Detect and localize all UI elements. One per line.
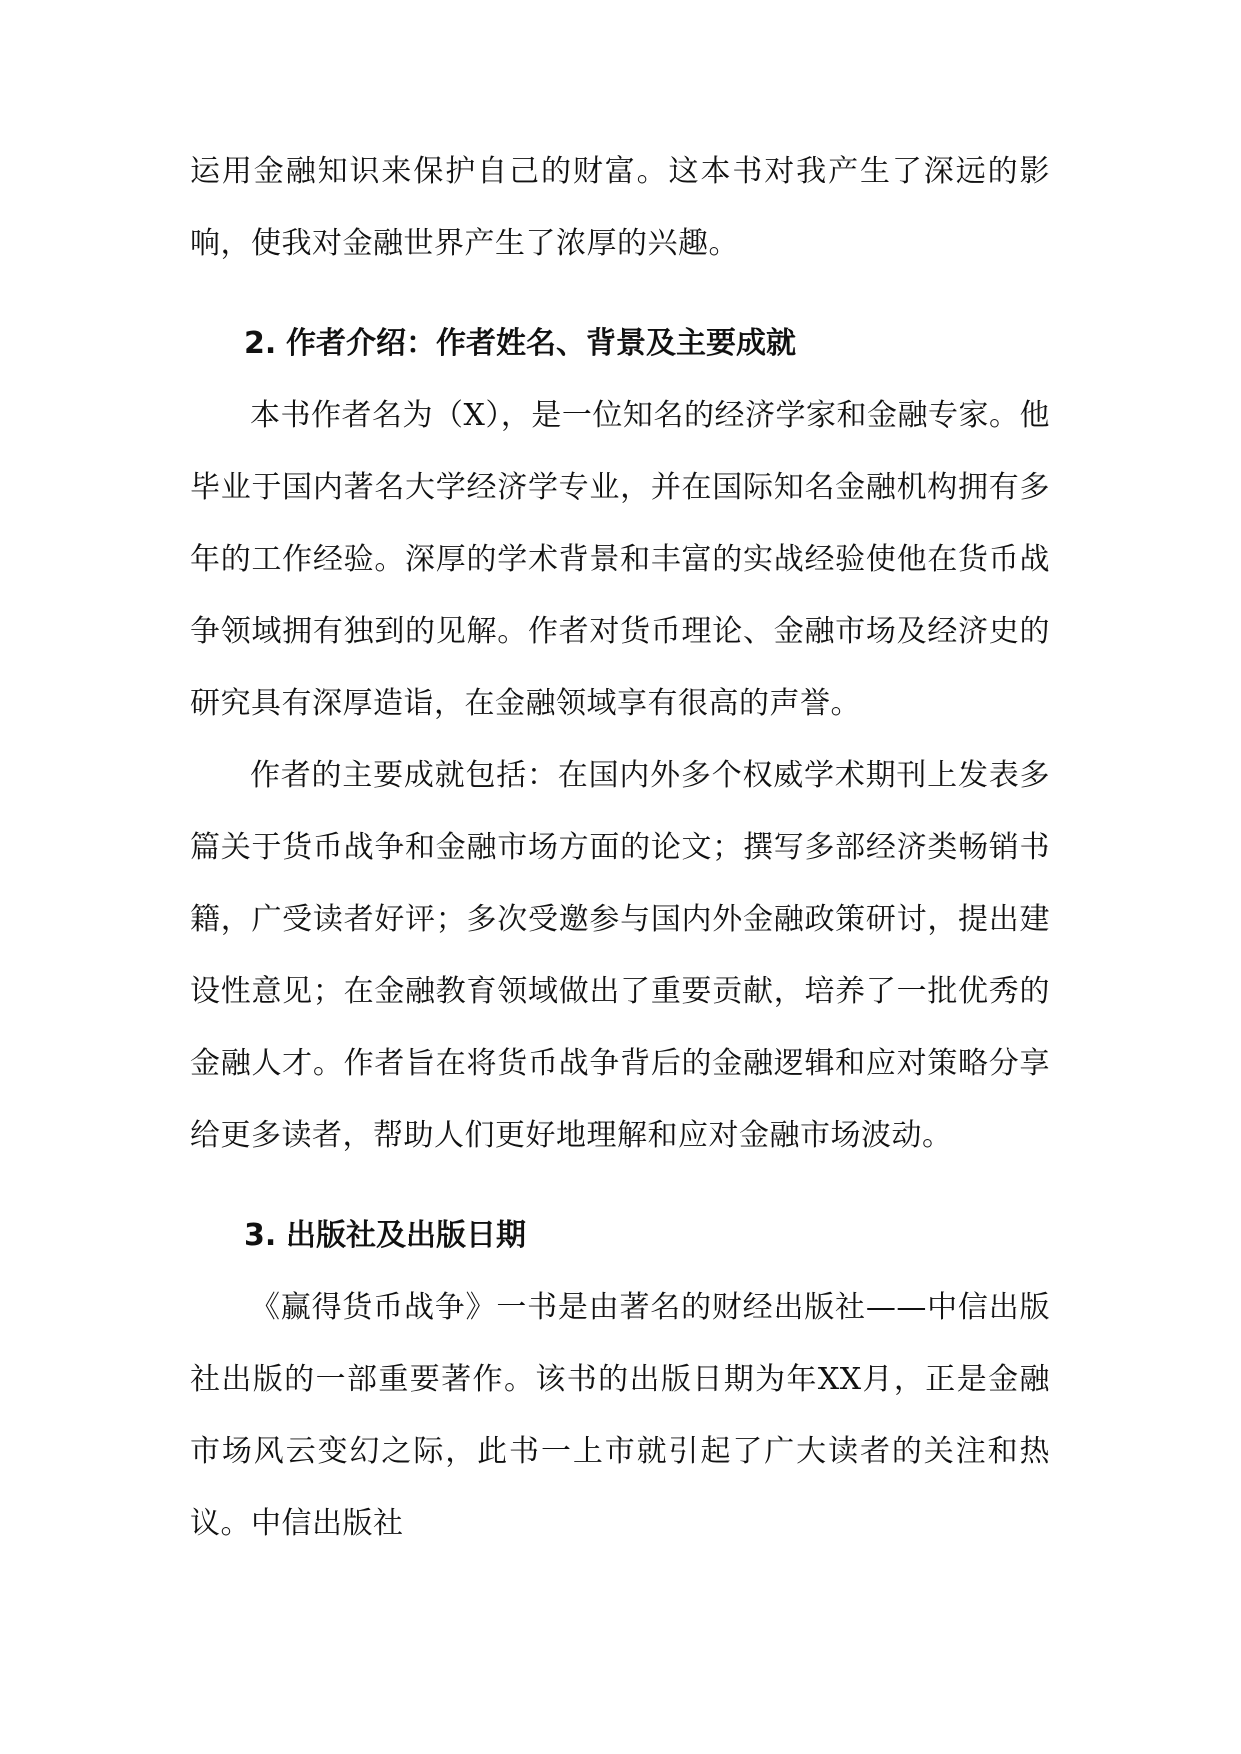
- section-3-title: 出版社及出版日期: [286, 1218, 526, 1253]
- intro-continuation-paragraph: 运用金融知识来保护自己的财富。这本书对我产生了深远的影响，使我对金融世界产生了浓厚的兴趣。: [190, 154, 1050, 261]
- section-2-title: 作者介绍：作者姓名、背景及主要成就: [286, 326, 796, 361]
- section-3-paragraph-1: 《赢得货币战争》一书是由著名的财经出版社——中信出版社出版的一部重要著作。该书的出版日期为年XX月，正是金融市场风云变幻之际，此书一上市就引起了广大读者的关注和热议。中信出版社: [190, 1290, 1050, 1541]
- document-page: [190, 136, 1050, 1560]
- section-3-number: 3.: [244, 1218, 277, 1253]
- section-spacer: [190, 1172, 1050, 1200]
- section-2-heading: [190, 308, 1050, 380]
- section-spacer: [190, 280, 1050, 308]
- section-2-paragraph-1: 本书作者名为（X），是一位知名的经济学家和金融专家。他毕业于国内著名大学经济学专业，并在国际知名金融机构拥有多年的工作经验。深厚的学术背景和丰富的实战经验使他在货币战争领域拥有独到的见解。作者对货币理论、金融市场及经济史的研究具有深厚造诣，在金融领域享有很高的声誉。: [190, 398, 1050, 721]
- section-2-paragraph-2: 作者的主要成就包括：在国内外多个权威学术期刊上发表多篇关于货币战争和金融市场方面的论文；撰写多部经济类畅销书籍，广受读者好评；多次受邀参与国内外金融政策研讨，提出建设性意见；在金融教育领域做出了重要贡献，培养了一批优秀的金融人才。作者旨在将货币战争背后的金融逻辑和应对策略分享给更多读者，帮助人们更好地理解和应对金融市场波动。: [190, 758, 1050, 1153]
- section-3-heading: [190, 1200, 1050, 1272]
- section-2-number: 2.: [244, 326, 277, 361]
